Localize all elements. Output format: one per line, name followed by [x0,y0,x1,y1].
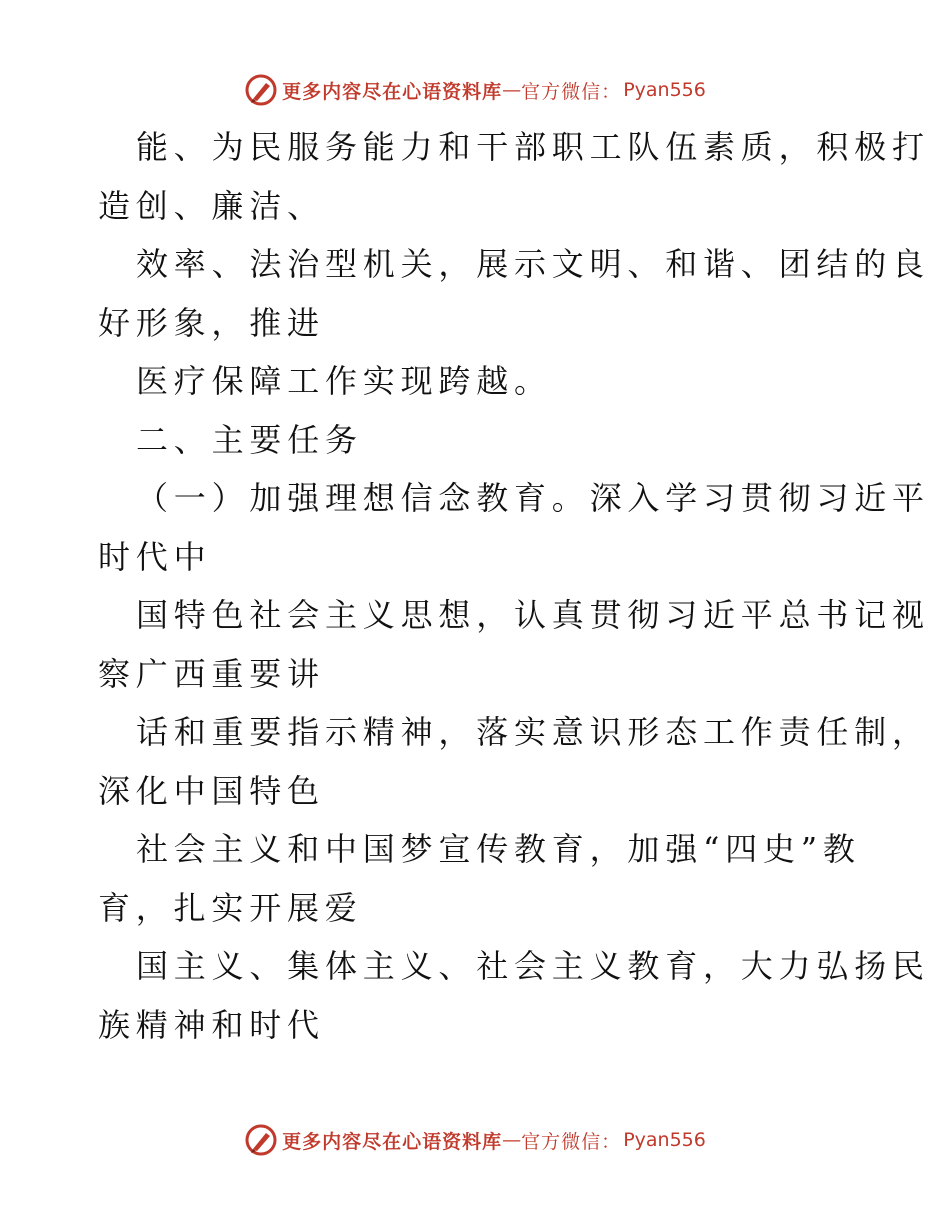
watermark-dash: — [502,1129,522,1151]
watermark-header [0,70,950,110]
text-line: 时代中 [98,537,212,576]
pen-logo-icon [244,73,278,107]
text-line: 国特色社会主义思想，认真贯彻习近平总书记视 [136,596,930,634]
text-line: 好形象，推进 [98,303,325,342]
text-line: 话和重要指示精神，落实意识形态工作责任制， [136,713,930,751]
watermark-wechat-label: 官方微信： [521,80,622,103]
text-line: 造创、廉洁、 [98,186,325,225]
watermark-wechat-id: Pyan556 [623,79,706,101]
text-line: 察广西重要讲 [98,654,325,693]
watermark-wechat-id: Pyan556 [623,1129,706,1151]
text-line: 社会主义和中国梦宣传教育，加强“四史”教 [136,830,861,868]
watermark-dash: — [502,79,522,101]
text-line: 深化中国特色 [98,771,325,810]
text-line: 二、主要任务 [136,420,363,459]
watermark-footer [0,1120,950,1160]
pen-logo-icon [244,1123,278,1157]
watermark-main-text: 更多内容尽在心语资料库 [282,80,503,103]
text-line: 族精神和时代 [98,1005,325,1044]
text-line: 能、为民服务能力和干部职工队伍素质，积极打 [136,128,930,166]
text-line: （一）加强理想信念教育。深入学习贯彻习近平 [136,479,930,517]
text-line: 医疗保障工作实现跨越。 [136,362,552,400]
document-body [98,118,930,1054]
text-line: 育，扎实开展爱 [98,888,363,927]
text-line: 效率、法治型机关，展示文明、和谐、团结的良 [136,245,930,283]
watermark-main-text: 更多内容尽在心语资料库 [282,1130,503,1153]
watermark-wechat-label: 官方微信： [521,1130,622,1153]
text-line: 国主义、集体主义、社会主义教育，大力弘扬民 [136,947,930,985]
